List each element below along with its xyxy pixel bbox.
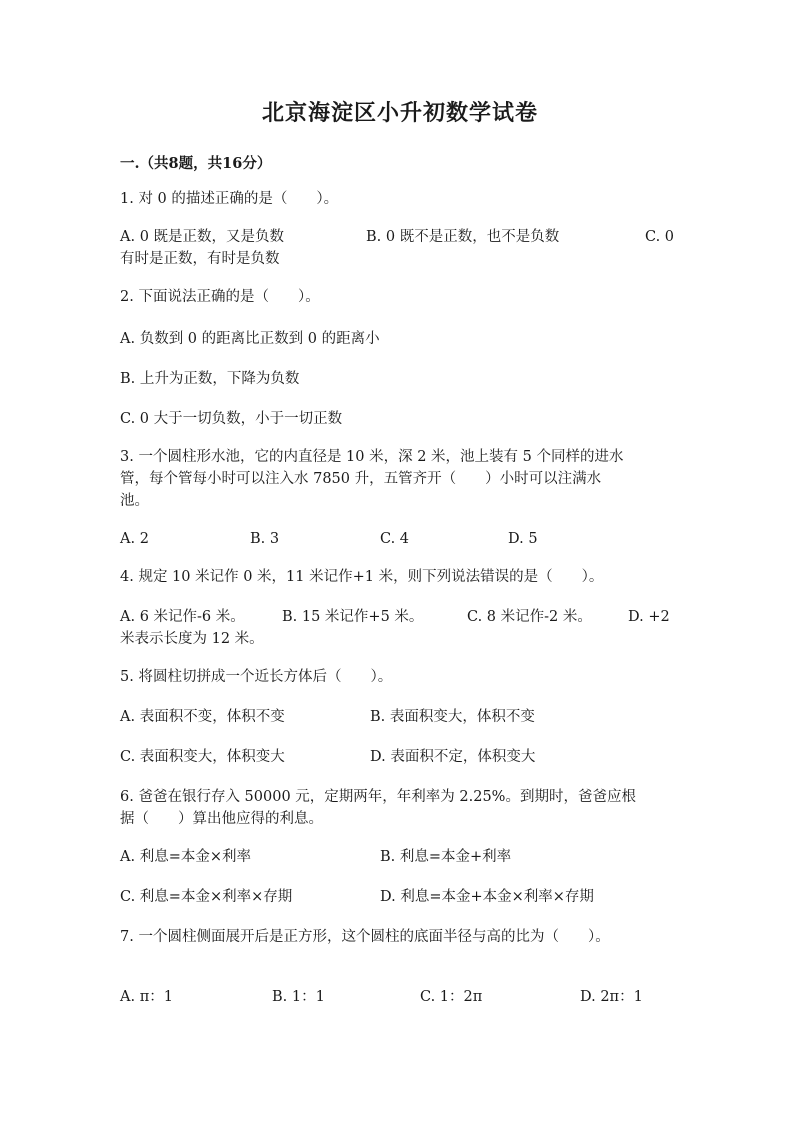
question-6-stem-cont: 据（ ）算出他应得的利息。 <box>120 811 323 827</box>
question-3-stem-cont: 管，每个管每小时可以注入水 7850 升，五管齐开（ ）小时可以注满水 <box>120 471 602 487</box>
question-4-stem: 4. 规定 10 米记作 0 米，11 米记作+1 米，则下列说法错误的是（ ）。 <box>120 569 604 585</box>
question-4-option-d: D. +2 <box>628 609 670 625</box>
question-5-option-a: A. 表面积不变，体积不变 <box>120 709 285 725</box>
question-6-option-d: D. 利息=本金+本金×利率×存期 <box>380 889 594 905</box>
question-6-stem: 6. 爸爸在银行存入 50000 元，定期两年，年利率为 2.25%。到期时，爸爸应根 <box>120 789 636 805</box>
question-6-option-b: B. 利息=本金+利率 <box>380 849 512 865</box>
question-2-option-c: C. 0 大于一切负数，小于一切正数 <box>120 411 343 427</box>
question-3-option-a: A. 2 <box>120 531 149 547</box>
question-1-option-c: C. 0 <box>645 229 675 245</box>
question-1-option-a: A. 0 既是正数，又是负数 <box>120 229 285 245</box>
question-5-option-d: D. 表面积不定，体积变大 <box>370 749 536 765</box>
section-heading: 一.（共8题，共16分） <box>120 155 272 172</box>
question-7-option-a: A. π：1 <box>120 989 173 1005</box>
question-4-option-c: C. 8 米记作-2 米。 <box>467 609 592 625</box>
question-3-option-b: B. 3 <box>250 531 280 547</box>
question-3-stem-end: 池。 <box>120 493 149 509</box>
question-1-option-c-cont: 有时是正数，有时是负数 <box>120 251 280 267</box>
question-2-option-a: A. 负数到 0 的距离比正数到 0 的距离小 <box>120 331 380 347</box>
question-7-option-b: B. 1：1 <box>272 989 325 1005</box>
question-5-option-b: B. 表面积变大，体积不变 <box>370 709 535 725</box>
question-4-option-d-cont: 米表示长度为 12 米。 <box>120 631 264 647</box>
question-1-option-b: B. 0 既不是正数，也不是负数 <box>366 229 560 245</box>
question-2-stem: 2. 下面说法正确的是（ ）。 <box>120 289 320 305</box>
question-7-option-c: C. 1：2π <box>420 989 483 1005</box>
question-7-stem: 7. 一个圆柱侧面展开后是正方形，这个圆柱的底面半径与高的比为（ ）。 <box>120 929 610 945</box>
question-7-option-d: D. 2π：1 <box>580 989 643 1005</box>
question-5-stem: 5. 将圆柱切拼成一个近长方体后（ ）。 <box>120 669 393 685</box>
question-3-option-c: C. 4 <box>380 531 410 547</box>
question-2-option-b: B. 上升为正数，下降为负数 <box>120 371 300 387</box>
question-4-option-a: A. 6 米记作-6 米。 <box>120 609 245 625</box>
question-4-option-b: B. 15 米记作+5 米。 <box>282 609 424 625</box>
question-3-option-d: D. 5 <box>508 531 538 547</box>
question-1-stem: 1. 对 0 的描述正确的是（ ）。 <box>120 191 339 207</box>
question-5-option-c: C. 表面积变大，体积变大 <box>120 749 285 765</box>
question-6-option-c: C. 利息=本金×利率×存期 <box>120 889 293 905</box>
question-3-stem: 3. 一个圆柱形水池，它的内直径是 10 米，深 2 米，池上装有 5 个同样的进水 <box>120 449 624 465</box>
question-6-option-a: A. 利息=本金×利率 <box>120 849 251 865</box>
page-title: 北京海淀区小升初数学试卷 <box>261 100 538 126</box>
